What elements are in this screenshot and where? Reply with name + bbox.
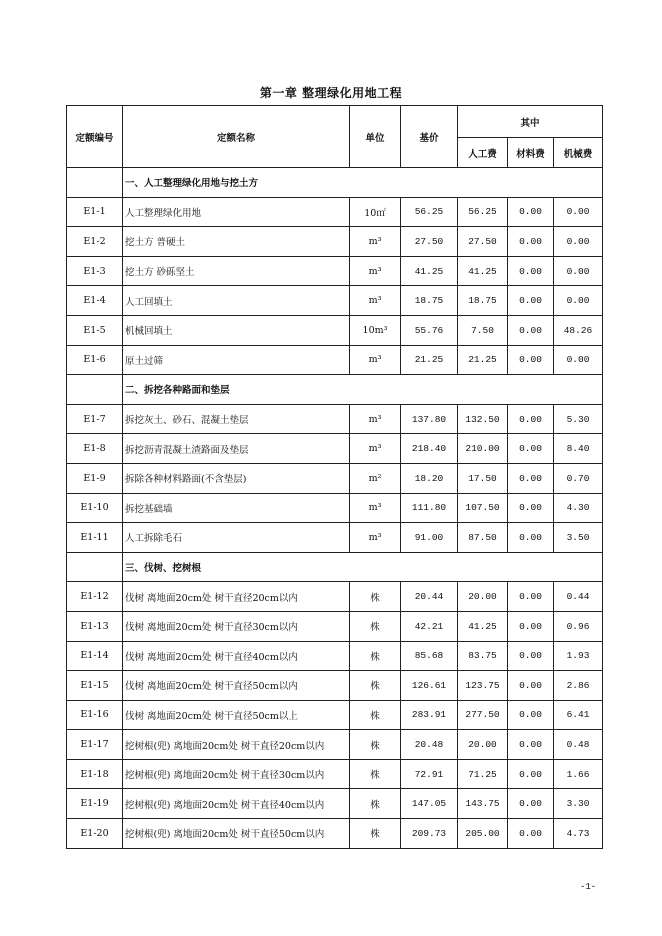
machine-cost: 1.93 xyxy=(554,641,603,671)
machine-cost: 1.66 xyxy=(554,759,603,789)
base-price: 55.76 xyxy=(401,315,458,345)
material-cost: 0.00 xyxy=(508,434,554,464)
table-body xyxy=(67,168,603,849)
machine-cost: 0.00 xyxy=(554,227,603,257)
base-price: 72.91 xyxy=(401,759,458,789)
machine-cost: 6.41 xyxy=(554,700,603,730)
quota-unit: m³ xyxy=(350,286,401,316)
section-row xyxy=(67,375,603,405)
base-price: 126.61 xyxy=(401,671,458,701)
header-base-price: 基价 xyxy=(401,106,458,168)
table-row xyxy=(67,641,603,671)
machine-cost: 0.00 xyxy=(554,197,603,227)
material-cost: 0.00 xyxy=(508,286,554,316)
base-price: 111.80 xyxy=(401,493,458,523)
machine-cost: 0.70 xyxy=(554,463,603,493)
header-code: 定额编号 xyxy=(67,106,123,168)
section-row xyxy=(67,168,603,198)
machine-cost: 3.30 xyxy=(554,789,603,819)
table-row xyxy=(67,404,603,434)
table-row xyxy=(67,434,603,464)
quota-name: 人工回填土 xyxy=(123,286,350,316)
material-cost: 0.00 xyxy=(508,493,554,523)
labor-cost: 205.00 xyxy=(458,819,508,849)
machine-cost: 0.48 xyxy=(554,730,603,760)
table-row xyxy=(67,671,603,701)
quota-code: E1-10 xyxy=(67,493,123,523)
section-empty-cell xyxy=(67,168,123,198)
section-label: 二、拆挖各种路面和垫层 xyxy=(123,375,603,405)
material-cost: 0.00 xyxy=(508,404,554,434)
table-row xyxy=(67,463,603,493)
quota-table xyxy=(66,105,603,849)
header-machine: 机械费 xyxy=(554,138,603,168)
quota-unit: 株 xyxy=(350,819,401,849)
quota-code: E1-17 xyxy=(67,730,123,760)
quota-unit: m³ xyxy=(350,523,401,553)
header-name: 定额名称 xyxy=(123,106,350,168)
quota-unit: 10m³ xyxy=(350,315,401,345)
table-row xyxy=(67,819,603,849)
quota-code: E1-8 xyxy=(67,434,123,464)
machine-cost: 2.86 xyxy=(554,671,603,701)
machine-cost: 8.40 xyxy=(554,434,603,464)
quota-code: E1-2 xyxy=(67,227,123,257)
material-cost: 0.00 xyxy=(508,463,554,493)
machine-cost: 4.30 xyxy=(554,493,603,523)
header-material: 材料费 xyxy=(508,138,554,168)
machine-cost: 0.00 xyxy=(554,345,603,375)
quota-name: 拆挖灰土、砂石、混凝土垫层 xyxy=(123,404,350,434)
quota-name: 挖树根(兜) 离地面20cm处 树干直径40cm以内 xyxy=(123,789,350,819)
material-cost: 0.00 xyxy=(508,671,554,701)
labor-cost: 83.75 xyxy=(458,641,508,671)
material-cost: 0.00 xyxy=(508,641,554,671)
quota-code: E1-12 xyxy=(67,582,123,612)
material-cost: 0.00 xyxy=(508,730,554,760)
quota-code: E1-6 xyxy=(67,345,123,375)
header-labor: 人工费 xyxy=(458,138,508,168)
quota-name: 人工整理绿化用地 xyxy=(123,197,350,227)
quota-unit: 株 xyxy=(350,671,401,701)
quota-unit: m³ xyxy=(350,493,401,523)
quota-code: E1-1 xyxy=(67,197,123,227)
section-empty-cell xyxy=(67,375,123,405)
quota-code: E1-18 xyxy=(67,759,123,789)
material-cost: 0.00 xyxy=(508,197,554,227)
table-row xyxy=(67,700,603,730)
quota-unit: 株 xyxy=(350,641,401,671)
material-cost: 0.00 xyxy=(508,315,554,345)
labor-cost: 17.50 xyxy=(458,463,508,493)
machine-cost: 0.00 xyxy=(554,256,603,286)
base-price: 20.44 xyxy=(401,582,458,612)
labor-cost: 87.50 xyxy=(458,523,508,553)
base-price: 41.25 xyxy=(401,256,458,286)
base-price: 21.25 xyxy=(401,345,458,375)
machine-cost: 48.26 xyxy=(554,315,603,345)
quota-code: E1-20 xyxy=(67,819,123,849)
material-cost: 0.00 xyxy=(508,227,554,257)
material-cost: 0.00 xyxy=(508,582,554,612)
quota-name: 伐树 离地面20cm处 树干直径20cm以内 xyxy=(123,582,350,612)
labor-cost: 210.00 xyxy=(458,434,508,464)
material-cost: 0.00 xyxy=(508,700,554,730)
base-price: 27.50 xyxy=(401,227,458,257)
material-cost: 0.00 xyxy=(508,611,554,641)
section-row xyxy=(67,552,603,582)
quota-name: 原土过筛 xyxy=(123,345,350,375)
base-price: 85.68 xyxy=(401,641,458,671)
labor-cost: 7.50 xyxy=(458,315,508,345)
labor-cost: 56.25 xyxy=(458,197,508,227)
table-row xyxy=(67,611,603,641)
quota-unit: m³ xyxy=(350,256,401,286)
base-price: 91.00 xyxy=(401,523,458,553)
table-row xyxy=(67,759,603,789)
base-price: 218.40 xyxy=(401,434,458,464)
quota-name: 挖土方 普硬土 xyxy=(123,227,350,257)
quota-code: E1-19 xyxy=(67,789,123,819)
quota-name: 拆挖基础墙 xyxy=(123,493,350,523)
quota-name: 机械回填土 xyxy=(123,315,350,345)
quota-code: E1-15 xyxy=(67,671,123,701)
quota-code: E1-3 xyxy=(67,256,123,286)
quota-name: 挖土方 砂砾坚土 xyxy=(123,256,350,286)
quota-code: E1-16 xyxy=(67,700,123,730)
table-row xyxy=(67,493,603,523)
quota-code: E1-14 xyxy=(67,641,123,671)
section-empty-cell xyxy=(67,552,123,582)
quota-name: 人工拆除毛石 xyxy=(123,523,350,553)
quota-unit: 株 xyxy=(350,582,401,612)
base-price: 56.25 xyxy=(401,197,458,227)
quota-name: 伐树 离地面20cm处 树干直径50cm以上 xyxy=(123,700,350,730)
quota-name: 伐树 离地面20cm处 树干直径50cm以内 xyxy=(123,671,350,701)
base-price: 283.91 xyxy=(401,700,458,730)
base-price: 137.80 xyxy=(401,404,458,434)
base-price: 147.05 xyxy=(401,789,458,819)
quota-unit: 10㎡ xyxy=(350,197,401,227)
quota-unit: 株 xyxy=(350,730,401,760)
quota-code: E1-4 xyxy=(67,286,123,316)
labor-cost: 20.00 xyxy=(458,582,508,612)
table-row xyxy=(67,286,603,316)
quota-code: E1-11 xyxy=(67,523,123,553)
labor-cost: 123.75 xyxy=(458,671,508,701)
quota-unit: 株 xyxy=(350,611,401,641)
quota-code: E1-7 xyxy=(67,404,123,434)
labor-cost: 18.75 xyxy=(458,286,508,316)
page-title: 第一章 整理绿化用地工程 xyxy=(259,86,403,100)
base-price: 42.21 xyxy=(401,611,458,641)
quota-unit: 株 xyxy=(350,789,401,819)
quota-code: E1-9 xyxy=(67,463,123,493)
machine-cost: 0.44 xyxy=(554,582,603,612)
labor-cost: 20.00 xyxy=(458,730,508,760)
table-row xyxy=(67,523,603,553)
quota-name: 伐树 离地面20cm处 树干直径30cm以内 xyxy=(123,611,350,641)
machine-cost: 0.00 xyxy=(554,286,603,316)
machine-cost: 5.30 xyxy=(554,404,603,434)
material-cost: 0.00 xyxy=(508,256,554,286)
section-label: 三、伐树、挖树根 xyxy=(123,552,603,582)
quota-unit: m³ xyxy=(350,434,401,464)
page-number: -1- xyxy=(580,882,597,892)
labor-cost: 21.25 xyxy=(458,345,508,375)
quota-code: E1-13 xyxy=(67,611,123,641)
base-price: 18.75 xyxy=(401,286,458,316)
labor-cost: 41.25 xyxy=(458,611,508,641)
labor-cost: 277.50 xyxy=(458,700,508,730)
table-row xyxy=(67,730,603,760)
table-row xyxy=(67,345,603,375)
material-cost: 0.00 xyxy=(508,759,554,789)
quota-name: 拆挖沥青混凝土渣路面及垫层 xyxy=(123,434,350,464)
section-label: 一、人工整理绿化用地与挖土方 xyxy=(123,168,603,198)
quota-name: 挖树根(兜) 离地面20cm处 树干直径50cm以内 xyxy=(123,819,350,849)
material-cost: 0.00 xyxy=(508,345,554,375)
table-row xyxy=(67,789,603,819)
labor-cost: 27.50 xyxy=(458,227,508,257)
quota-unit: m² xyxy=(350,463,401,493)
quota-name: 伐树 离地面20cm处 树干直径40cm以内 xyxy=(123,641,350,671)
labor-cost: 71.25 xyxy=(458,759,508,789)
labor-cost: 107.50 xyxy=(458,493,508,523)
table-row xyxy=(67,197,603,227)
material-cost: 0.00 xyxy=(508,819,554,849)
quota-name: 挖树根(兜) 离地面20cm处 树干直径20cm以内 xyxy=(123,730,350,760)
quota-unit: m³ xyxy=(350,404,401,434)
machine-cost: 0.96 xyxy=(554,611,603,641)
labor-cost: 41.25 xyxy=(458,256,508,286)
quota-name: 拆除各种材料路面(不含垫层) xyxy=(123,463,350,493)
base-price: 20.48 xyxy=(401,730,458,760)
labor-cost: 143.75 xyxy=(458,789,508,819)
quota-unit: m³ xyxy=(350,345,401,375)
quota-code: E1-5 xyxy=(67,315,123,345)
machine-cost: 4.73 xyxy=(554,819,603,849)
header-unit: 单位 xyxy=(350,106,401,168)
quota-name: 挖树根(兜) 离地面20cm处 树干直径30cm以内 xyxy=(123,759,350,789)
table-row xyxy=(67,315,603,345)
material-cost: 0.00 xyxy=(508,789,554,819)
base-price: 18.20 xyxy=(401,463,458,493)
machine-cost: 3.50 xyxy=(554,523,603,553)
material-cost: 0.00 xyxy=(508,523,554,553)
labor-cost: 132.50 xyxy=(458,404,508,434)
quota-unit: 株 xyxy=(350,700,401,730)
header-of-which: 其中 xyxy=(458,106,603,138)
table-row xyxy=(67,582,603,612)
quota-unit: m³ xyxy=(350,227,401,257)
table-row xyxy=(67,256,603,286)
base-price: 209.73 xyxy=(401,819,458,849)
quota-unit: 株 xyxy=(350,759,401,789)
table-row xyxy=(67,227,603,257)
